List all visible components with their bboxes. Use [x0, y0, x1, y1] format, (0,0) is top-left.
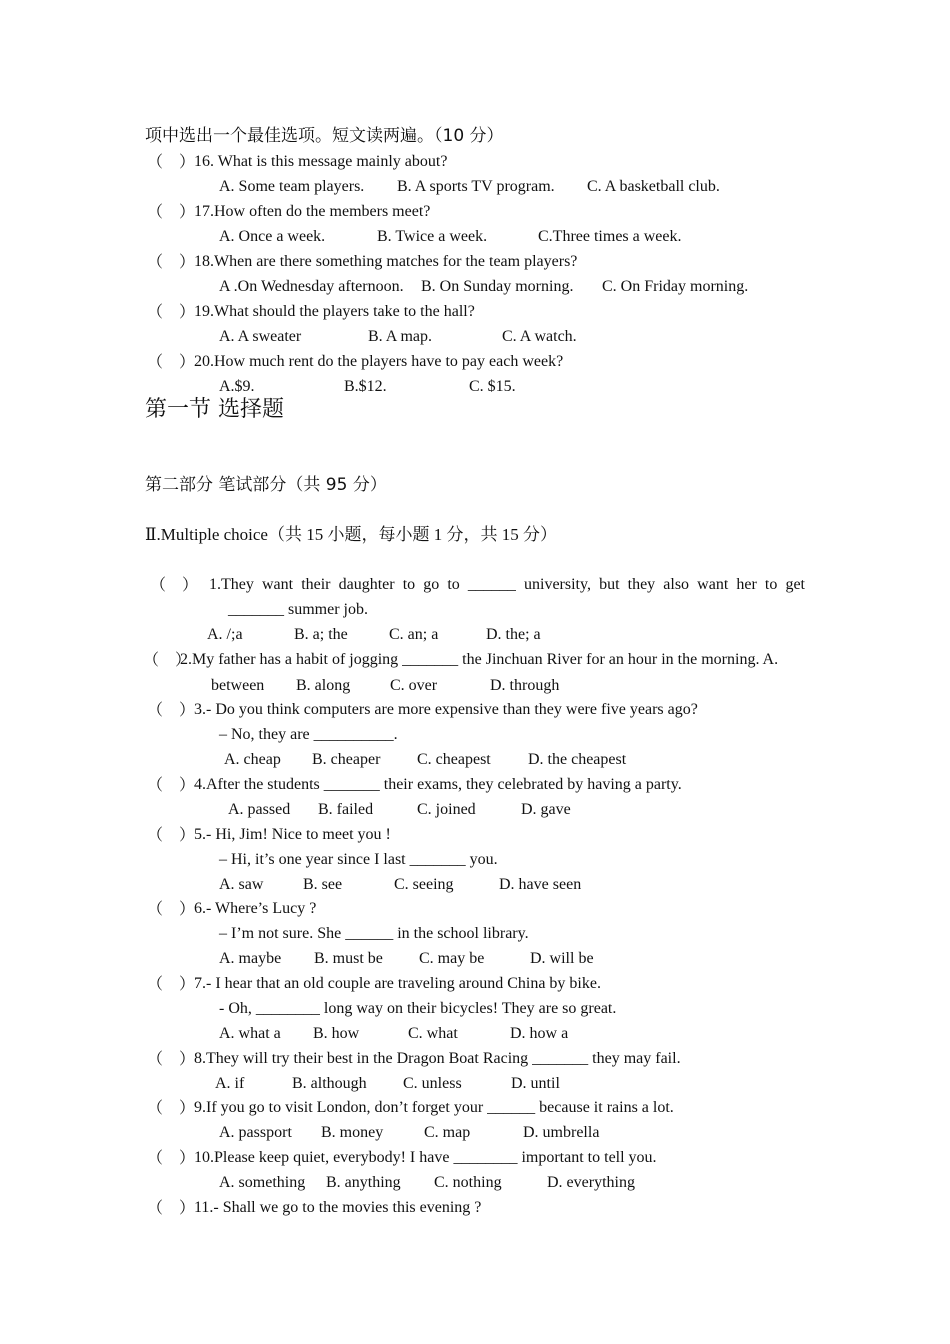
answer-paren: （ ）	[147, 775, 196, 794]
option-a: A. /;a	[207, 626, 243, 643]
question-stem: 7.- I hear that an old couple are traveling around China by bike.	[194, 975, 601, 992]
question-stem: 18.When are there something matches for the team players?	[194, 253, 578, 270]
option-d: D. everything	[547, 1174, 635, 1191]
option-d: D. until	[511, 1075, 560, 1092]
option-d: D. will be	[530, 950, 594, 967]
option-d: D. how a	[510, 1025, 569, 1042]
option-c: C. nothing	[434, 1174, 502, 1191]
option-d: D. umbrella	[523, 1124, 600, 1141]
question-stem: 6.- Where’s Lucy ?	[194, 900, 317, 917]
answer-paren: （ ）	[147, 152, 196, 171]
question-stem: 1.They want their daughter to go to ______ university, but they also want her to get	[209, 576, 805, 593]
question-stem: 2.My father has a habit of jogging _______ the Jinchuan River for an hour in the morning. A.	[180, 651, 779, 668]
option-a: A. what a	[219, 1025, 281, 1042]
dialogue-reply: – No, they are __________.	[219, 726, 398, 743]
option-c: C. map	[424, 1124, 471, 1141]
dialogue-reply: – Hi, it’s one year since I last _______ you.	[219, 851, 498, 868]
option-c: C. may be	[419, 950, 485, 967]
answer-paren: （ ）	[147, 352, 196, 371]
option-a: A. A sweater	[219, 328, 302, 345]
option-c: C. A basketball club.	[587, 178, 720, 195]
option-a: A .On Wednesday afternoon.	[219, 278, 404, 295]
section-title: 第一节 选择题	[145, 397, 284, 422]
question-stem: 3.- Do you think computers are more expensive than they were five years ago?	[194, 701, 698, 718]
answer-paren: （ ）	[150, 575, 199, 594]
option-a-text: between	[211, 677, 265, 694]
option-d: D. the cheapest	[528, 751, 627, 768]
option-a: A.$9.	[219, 378, 255, 395]
option-a: A. passed	[228, 801, 291, 818]
option-c: C.Three times a week.	[538, 228, 682, 245]
answer-paren: （ ）	[143, 650, 192, 669]
option-a: A. Some team players.	[219, 178, 365, 195]
dialogue-reply: - Oh, ________ long way on their bicycles! They are so great.	[219, 1000, 617, 1017]
answer-paren: （ ）	[147, 1049, 196, 1068]
question-stem: 8.They will try their best in the Dragon Boat Racing _______ they may fail.	[194, 1050, 681, 1067]
option-a: A. Once a week.	[219, 228, 326, 245]
answer-paren: （ ）	[147, 700, 196, 719]
answer-paren: （ ）	[147, 1098, 196, 1117]
option-a: A. cheap	[224, 751, 281, 768]
option-d: D. the; a	[486, 626, 541, 643]
option-a: A. saw	[219, 876, 264, 893]
option-c: C. A watch.	[502, 328, 577, 345]
option-c: C. joined	[417, 801, 476, 818]
option-b: B. see	[303, 876, 343, 893]
answer-paren: （ ）	[147, 899, 196, 918]
answer-paren: （ ）	[147, 252, 196, 271]
answer-paren: （ ）	[147, 1148, 196, 1167]
answer-paren: （ ）	[147, 1198, 196, 1217]
question-stem: 5.- Hi, Jim! Nice to meet you !	[194, 826, 391, 843]
question-stem: 16. What is this message mainly about?	[194, 153, 448, 170]
option-b: B. Twice a week.	[377, 228, 488, 245]
option-b: B. how	[313, 1025, 360, 1042]
option-d: D. have seen	[499, 876, 582, 893]
option-b: B. must be	[314, 950, 383, 967]
option-b: B. On Sunday morning.	[421, 278, 574, 295]
option-b: B. cheaper	[312, 751, 381, 768]
dialogue-reply: – I’m not sure. She ______ in the school library.	[219, 925, 529, 942]
option-c: C. $15.	[469, 378, 516, 395]
multiple-choice-title: Ⅱ.Multiple choice（共 15 小题，每小题 1 分，共 15 分）	[145, 525, 557, 544]
answer-paren: （ ）	[147, 825, 196, 844]
part-title: 第二部分 笔试部分（共 95 分）	[145, 475, 387, 495]
option-c: C. what	[408, 1025, 458, 1042]
answer-paren: （ ）	[147, 974, 196, 993]
answer-paren: （ ）	[147, 202, 196, 221]
option-a: A. passport	[219, 1124, 292, 1141]
question-stem: 4.After the students _______ their exams, they celebrated by having a party.	[194, 776, 682, 793]
question-stem-continued: _______ summer job.	[228, 601, 368, 618]
option-b: B. along	[296, 677, 351, 694]
option-c: C. over	[390, 677, 438, 694]
option-c: C. cheapest	[417, 751, 491, 768]
option-c: C. On Friday morning.	[602, 278, 749, 295]
question-stem: 9.If you go to visit London, don’t forget your ______ because it rains a lot.	[194, 1099, 674, 1116]
option-c: C. unless	[403, 1075, 462, 1092]
question-stem: 10.Please keep quiet, everybody! I have ________ important to tell you.	[194, 1149, 657, 1166]
option-b: B. although	[292, 1075, 367, 1092]
option-b: B.$12.	[344, 378, 387, 395]
answer-paren: （ ）	[147, 302, 196, 321]
question-stem: 11.- Shall we go to the movies this evening ?	[194, 1199, 482, 1216]
option-c: C. seeing	[394, 876, 454, 893]
option-b: B. failed	[318, 801, 374, 818]
option-d: D. through	[490, 677, 560, 694]
option-a: A. maybe	[219, 950, 282, 967]
question-stem: 17.How often do the members meet?	[194, 203, 431, 220]
option-b: B. a; the	[294, 626, 348, 643]
question-stem: 19.What should the players take to the hall?	[194, 303, 475, 320]
option-b: B. A sports TV program.	[397, 178, 555, 195]
option-b: B. money	[321, 1124, 384, 1141]
listening-instruction: 项中选出一个最佳选项。短文读两遍。（10 分）	[145, 126, 504, 146]
option-d: D. gave	[521, 801, 571, 818]
question-stem: 20.How much rent do the players have to pay each week?	[194, 353, 564, 370]
option-c: C. an; a	[389, 626, 439, 643]
option-b: B. anything	[326, 1174, 401, 1191]
option-a: A. something	[219, 1174, 306, 1191]
option-a: A. if	[215, 1075, 245, 1092]
option-b: B. A map.	[368, 328, 433, 345]
